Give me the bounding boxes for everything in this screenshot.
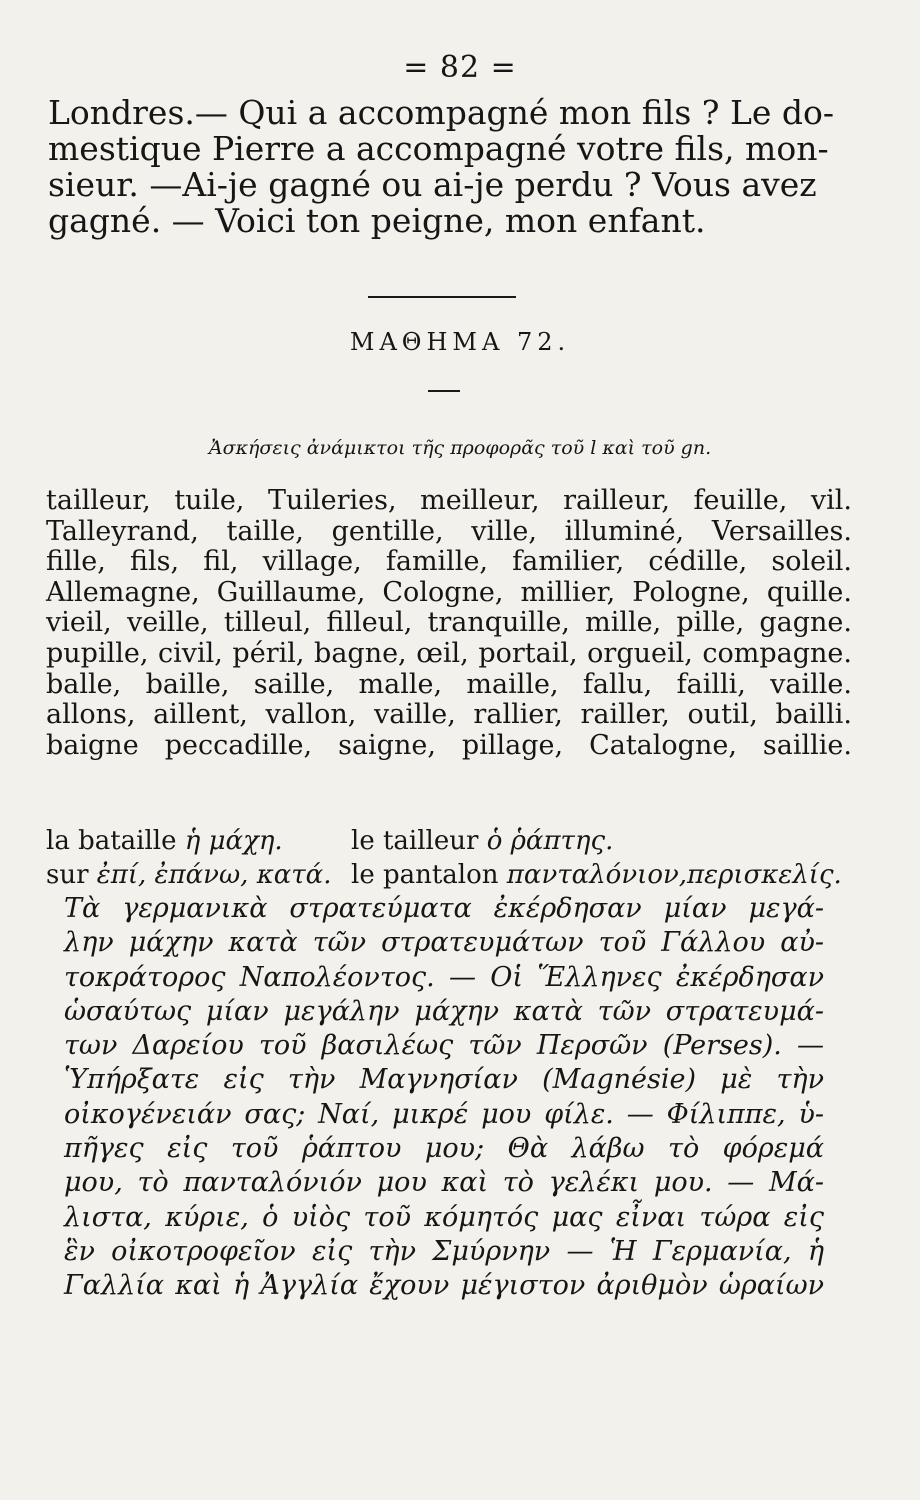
greek-line: οἰκογένειάν σας; Ναί, μικρέ μου φίλε. — Φίλιππε, ὑ- bbox=[64, 1098, 824, 1130]
word-line: vieil, veille, tilleul, filleul, tranquille, mille, pille, gagne. bbox=[46, 607, 852, 639]
intro-line: gagné. — Voici ton peigne, mon enfant. bbox=[48, 201, 706, 240]
word-line: fille, fils, fil, village, famille, familier, cédille, soleil. bbox=[46, 546, 852, 578]
vocab-row bbox=[46, 824, 846, 858]
intro-line: Londres.— Qui a accompagné mon fils ? Le do- bbox=[48, 93, 835, 132]
word-line: tailleur, tuile, Tuileries, meilleur, railleur, feuille, vil. bbox=[46, 485, 852, 516]
greek-line: πῆγες εἰς τοῦ ῥάπτου μου; Θὰ λάβω τὸ φόρεμά bbox=[64, 1133, 824, 1165]
greek-line: των Δαρείου τοῦ βασιλέως τῶν Περσῶν (Perses). — bbox=[64, 1030, 824, 1062]
intro-line: mestique Pierre a accompagné votre fils, mon- bbox=[48, 129, 829, 168]
greek-line: μου, τὸ πανταλόνιόν μου καὶ τὸ γελέκι μου. — Μά- bbox=[64, 1167, 824, 1199]
greek-line: Γαλλία καὶ ἡ Ἀγγλία ἔχουν μέγιστον ἀριθμὸν ὡραίων bbox=[64, 1270, 824, 1302]
vocabulary-table bbox=[46, 824, 846, 892]
greek-line: λιστα, κύριε, ὁ υἱὸς τοῦ κόμητός μας εἶναι τώρα εἰς bbox=[64, 1201, 824, 1233]
exercise-subtitle: Ἀσκήσεις ἀνάμικτοι τῆς προφορᾶς τοῦ l καὶ τοῦ gn. bbox=[208, 437, 712, 459]
word-line: Talleyrand, taille, gentille, ville, illuminé, Versailles. bbox=[46, 515, 852, 547]
greek-exercise-paragraph bbox=[64, 892, 824, 1304]
word-line: balle, baille, saille, malle, maille, fallu, failli, vaille. bbox=[46, 668, 852, 700]
lesson-title: ΜΑΘΗΜΑ 72. bbox=[349, 328, 571, 356]
word-line: pupille, civil, péril, bagne, œil, portail, orgueil, compagne. bbox=[46, 637, 852, 669]
pronunciation-word-list bbox=[46, 486, 852, 761]
vocab-greek: ἐπί, ἐπάνω, κατά. bbox=[96, 860, 332, 890]
section-divider bbox=[368, 296, 516, 298]
vocab-french: le pantalon bbox=[351, 860, 499, 890]
vocab-row bbox=[46, 858, 846, 892]
word-line: Allemagne, Guillaume, Cologne, millier, Pologne, quille. bbox=[46, 576, 852, 608]
greek-line: Τὰ γερμανικὰ στρατεύματα ἐκέρδησαν μίαν μεγά- bbox=[64, 893, 824, 924]
greek-line: Ὑπήρξατε εἰς τὴν Μαγνησίαν (Magnésie) μὲ τὴν bbox=[64, 1064, 824, 1096]
vocab-french: la bataille bbox=[46, 826, 177, 856]
vocab-greek: ἡ μάχη. bbox=[184, 826, 283, 856]
word-line: allons, aillent, vallon, vaille, rallier, railler, outil, bailli. bbox=[46, 699, 852, 731]
vocab-french: sur bbox=[46, 860, 89, 890]
intro-line: sieur. —Ai-je gagné ou ai-je perdu ? Vous avez bbox=[48, 165, 817, 204]
greek-line: ὡσαύτως μίαν μεγάλην μάχην κατὰ τῶν στρατευμά- bbox=[64, 995, 824, 1027]
title-underline bbox=[428, 390, 460, 392]
vocab-french: le tailleur bbox=[351, 826, 479, 856]
intro-paragraph bbox=[48, 95, 848, 239]
greek-line: λην μάχην κατὰ τῶν στρατευμάτων τοῦ Γάλλου αὐ- bbox=[64, 927, 824, 959]
greek-line: τοκράτορος Ναπολέοντος. — Οἱ Ἕλληνες ἐκέρδησαν bbox=[64, 961, 824, 993]
vocab-greek: ὁ ῥάπτης. bbox=[486, 826, 614, 856]
vocab-greek: πανταλόνιον,περισκελίς. bbox=[506, 860, 842, 890]
word-line: baigne peccadille, saigne, pillage, Catalogne, saillie. bbox=[46, 729, 852, 761]
page-number: = 82 = bbox=[403, 50, 517, 85]
greek-line: ἓν οἰκοτροφεῖον εἰς τὴν Σμύρνην — Ἡ Γερμανία, ἡ bbox=[64, 1235, 824, 1267]
